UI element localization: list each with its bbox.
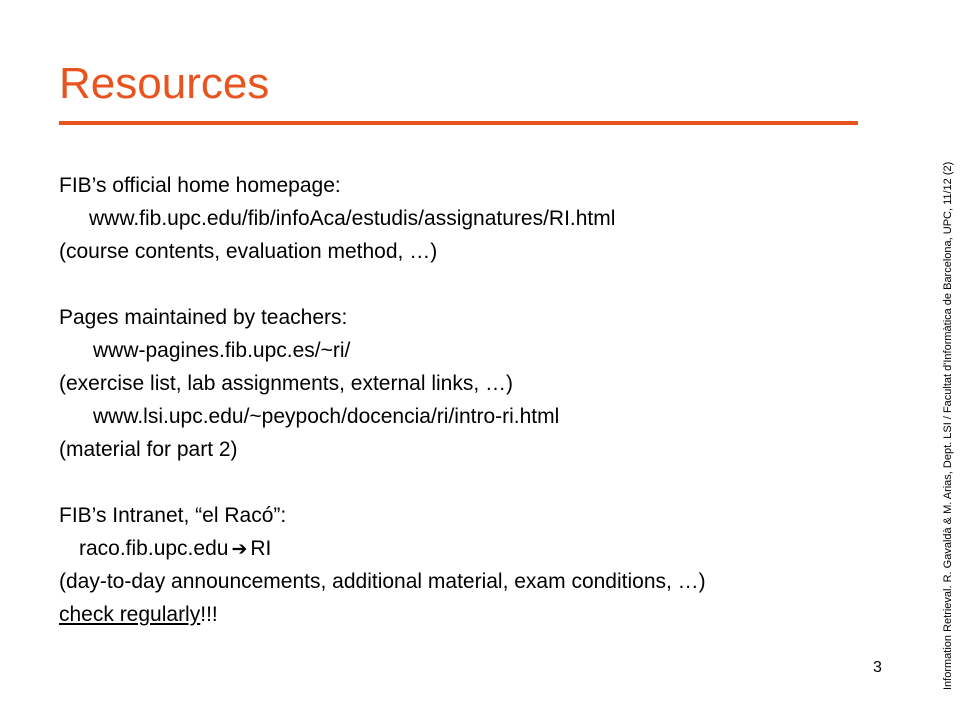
body-line-intranet-label: FIB’s Intranet, “el Racó”: <box>59 504 287 527</box>
body-blank-line <box>59 268 706 301</box>
check-regularly-exclamation: !!! <box>200 603 218 626</box>
body-line-raco-url <box>59 532 706 565</box>
raco-target-text: RI <box>250 537 272 560</box>
slide-body <box>59 169 706 631</box>
body-line-course-contents: (course contents, evaluation method, …) <box>59 240 438 263</box>
body-line-teacher-pages-label: Pages maintained by teachers: <box>59 306 348 329</box>
raco-url-text: raco.fib.upc.edu <box>79 537 229 560</box>
body-blank-line <box>59 466 706 499</box>
body-line-announcements: (day-to-day announcements, additional material, exam conditions, …) <box>59 570 706 593</box>
title-underline-rule <box>59 121 858 125</box>
side-credit-text: Information Retrieval. R. Gavaldà & M. Arias, Dept. LSI / Facultat d'Informàtica de Barcelona, UPC, 11/12 (2) <box>942 161 954 690</box>
body-line-fib-course-url: www.fib.upc.edu/fib/infoAca/estudis/assignatures/RI.html <box>89 207 616 230</box>
body-line-exercise-list: (exercise list, lab assignments, external links, …) <box>59 372 513 395</box>
body-line-part2-material: (material for part 2) <box>59 438 238 461</box>
body-line-teacher-pages-url: www-pagines.fib.upc.es/~ri/ <box>93 339 351 362</box>
body-line-fib-homepage-label: FIB’s official home homepage: <box>59 174 341 197</box>
right-arrow-icon: ➔ <box>231 539 248 560</box>
body-line-check-regularly <box>59 598 706 631</box>
slide-title: Resources <box>59 59 270 108</box>
page-number: 3 <box>873 659 882 676</box>
check-regularly-underlined: check regularly <box>59 603 201 626</box>
body-line-part2-material-url: www.lsi.upc.edu/~peypoch/docencia/ri/intro-ri.html <box>93 405 560 428</box>
